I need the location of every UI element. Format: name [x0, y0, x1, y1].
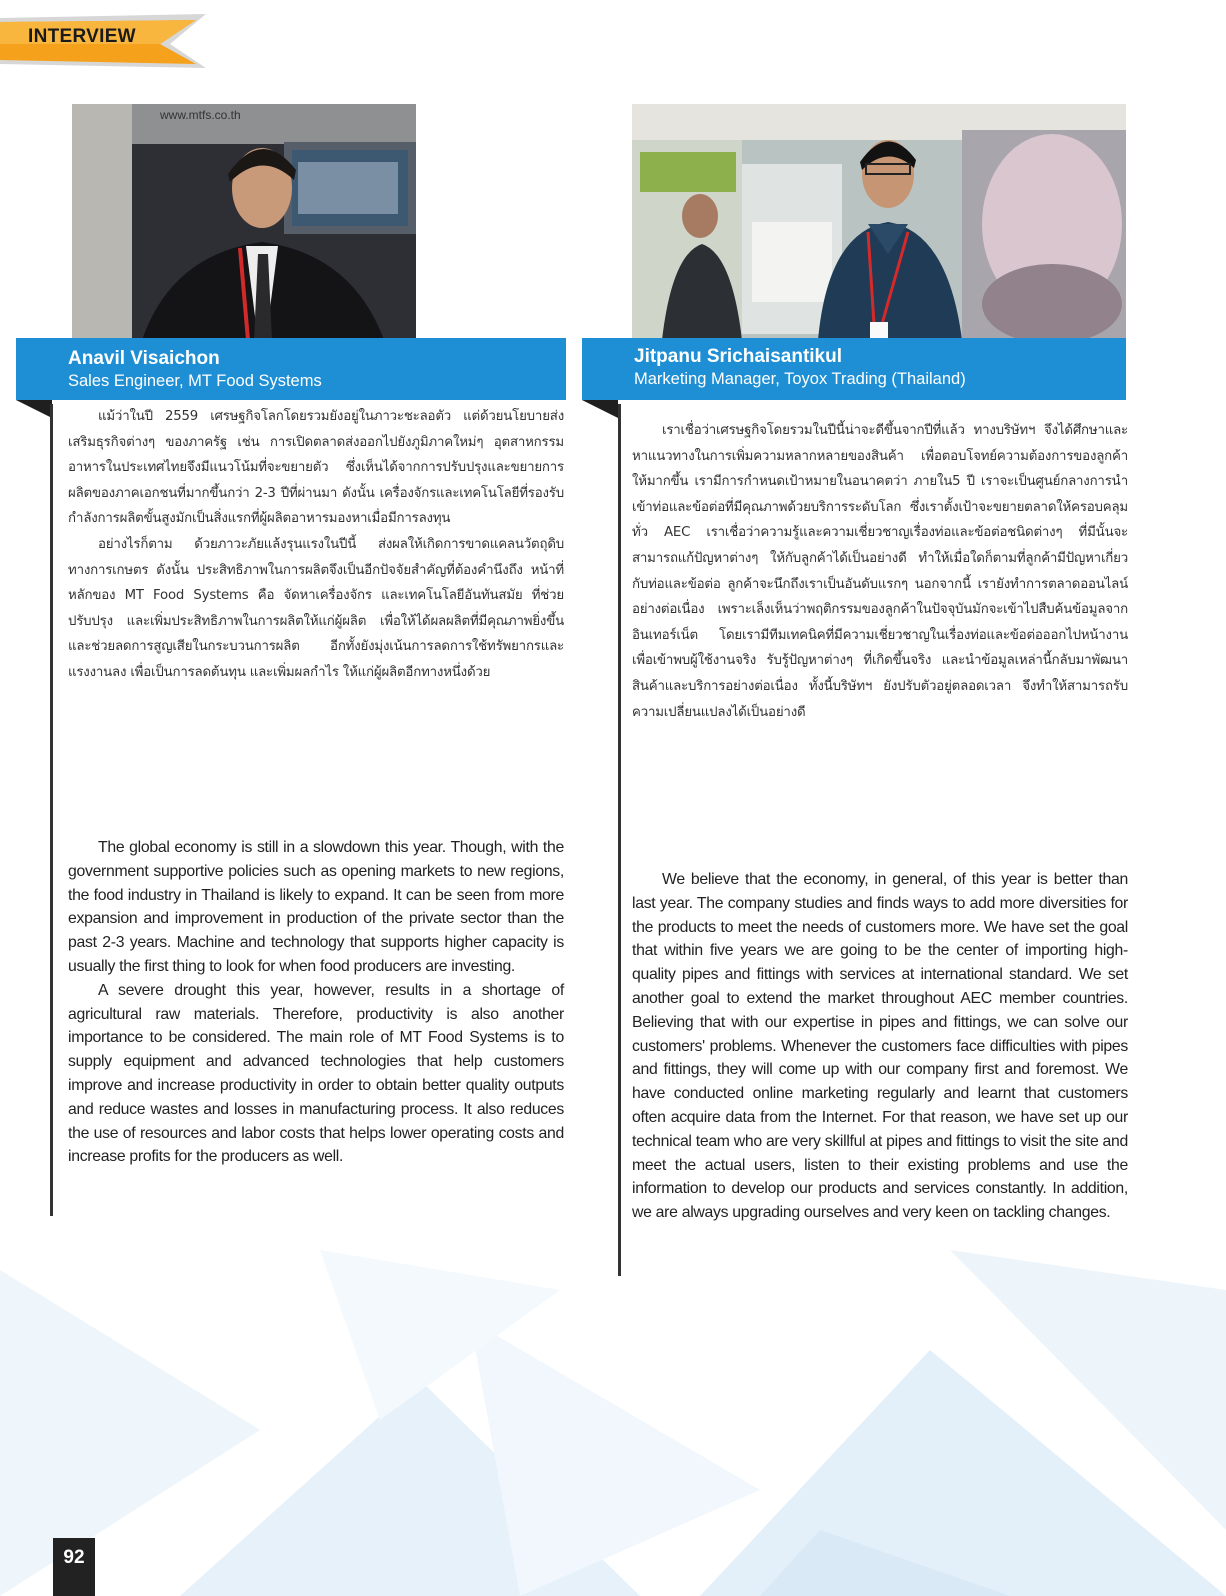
photo-sign: www.mtfs.co.th [160, 108, 241, 122]
background-pattern [0, 1230, 1226, 1596]
english-text-jitpanu [620, 868, 1128, 1225]
interviewee-name: Anavil Visaichon [68, 348, 220, 369]
english-paragraph: We believe that the economy, in general, of this year is better than last year. The company studies and finds ways to add more diversities for the products to meet the needs of customers more. We have set the goal that within five years we are going to be the center of importing high-quality pipes and fittings with services at international standard. We set another goal to extend the market throughout AEC member countries. Believing that with our expertise in pipes and fittings, we can solve our customers' problems. Whenever the customers face difficulties with pipes and fittings, they will come up with our company first and foremost. We have conducted online marketing regularly and learnt that customers often acquire data from the Internet. For that reason, we have set up our technical team who are very skillful at pipes and fittings to visit the site and meet the actual users, listen to their existing problems and use the information to develop our products and services constantly. In addition, we are always upgrading ourselves and very keen on tackling changes. [632, 871, 1128, 1222]
english-paragraph: A severe drought this year, however, results in a shortage of agricultural raw materials. Therefore, productivity is also another importance to be considered. The main role of MT Food Systems is to supply equipment and advanced technologies that help customers improve and increase productivity in order to obtain better quality outputs and reduce wastes and losses in manufacturing process. It also reduces the use of resources and labor costs that helps lower operating costs and increase profits for the producers as well. [68, 981, 564, 1166]
person-portrait-icon [632, 104, 1126, 340]
thai-paragraph: อย่างไรก็ตาม ด้วยภาวะภัยแล้งรุนแรงในปีนี้ ส่งผลให้เกิดการขาดแคลนวัตถุดิบทางการเกษตร ดังนั้น ประสิทธิภาพในการผลิตจึงเป็นอีกปัจจัยสำคัญที่ต้องคำนึงถึง หน้าที่หลักของ MT Food Systems คือ จัดหาเครื่องจักร และเทคโนโลยีอันทันสมัย ที่ช่วยปรับปรุง และเพิ่มประสิทธิภาพในการผลิตให้แก่ผู้ผลิต เพื่อให้ได้ผลผลิตที่มีคุณภาพยิ่งขึ้น และช่วยลดการสูญเสียในกระบวนการผลิต อีกทั้งยังมุ่งเน้นการลดการใช้ทรัพยากรและแรงงานลง เพื่อเป็นการลดต้นทุน และเพิ่มผลกำไร ให้แก่ผู้ผลิตอีกทางหนึ่งด้วย [68, 536, 564, 680]
photo-jitpanu [632, 104, 1126, 340]
english-text-anavil [52, 836, 564, 1169]
fold-corner [582, 400, 618, 418]
name-bar-anavil [16, 338, 566, 400]
english-paragraph: The global economy is still in a slowdown this year. Though, with the government supportive policies such as opening markets to new regions, the food industry in Thailand is likely to expand. It can be seen from more expansion and improvement in production of the private sector than the past 2-3 years. Machine and technology that supports higher capacity is usually the first thing to look for when food producers are investing. [68, 839, 564, 975]
thai-text-jitpanu [620, 418, 1128, 725]
name-bar-jitpanu [582, 338, 1126, 400]
interviewee-name: Jitpanu Srichaisantikul [634, 346, 842, 367]
thai-text-anavil [52, 404, 564, 800]
thai-paragraph: เราเชื่อว่าเศรษฐกิจโดยรวมในปีนี้น่าจะดีขึ้นจากปีที่แล้ว ทางบริษัทฯ จึงได้ศึกษาและหาแนวทางในการเพิ่มความหลากหลายของสินค้า เพื่อตอบโจทย์ความต้องการของลูกค้าให้มากขึ้น เรามีการกำหนดเป้าหมายในอนาคตว่า ภายใน5 ปี เราจะเป็นศูนย์กลางการนำเข้าท่อและข้อต่อที่มีคุณภาพด้วยบริการระดับโลก ซึ่งเราตั้งเป้าจะขยายตลาดให้ครอบคลุมทั่ว AEC เราเชื่อว่าความรู้และความเชี่ยวชาญเรื่องท่อและข้อต่อชนิดต่างๆ ที่มีนั้นจะสามารถแก้ปัญหาต่างๆ ให้กับลูกค้าได้เป็นอย่างดี ทำให้เมื่อใดก็ตามที่ลูกค้ามีปัญหาเกี่ยวกับท่อและข้อต่อ ลูกค้าจะนึกถึงเราเป็นอันดับแรกๆ นอกจากนี้ เรายังทำการตลาดออนไลน์อย่างต่อเนื่อง เพราะเล็งเห็นว่าพฤติกรรมของลูกค้าในปัจจุบันมักจะเข้าไปสืบค้นข้อมูลจากอินเทอร์เน็ต โดยเรามีทีมเทคนิคที่มีความเชี่ยวชาญในเรื่องท่อและข้อต่อออกไปหน้างาน เพื่อเข้าพบผู้ใช้งานจริง รับรู้ปัญหาต่างๆ ที่เกิดขึ้นจริง และนำข้อมูลเหล่านี้กลับมาพัฒนาสินค้าและบริการอย่างต่อเนื่อง ทั้งนี้บริษัทฯ ยังปรับตัวอยู่ตลอดเวลา จึงทำให้สามารถรับความเปลี่ยนแปลงได้เป็นอย่างดี [632, 423, 1128, 720]
thai-paragraph: แม้ว่าในปี 2559 เศรษฐกิจโลกโดยรวมยังอยู่ในภาวะชะลอตัว แต่ด้วยนโยบายส่งเสริมธุรกิจต่างๆ ของภาครัฐ เช่น การเปิดตลาดส่งออกไปยังภูมิภาคใหม่ๆ อุตสาหกรรมอาหารในประเทศไทยจึงมีแนวโน้มที่จะขยายตัว ซึ่งเห็นได้จากการปรับปรุงและขยายการผลิตของภาคเอกชนที่มากขึ้นกว่า 2-3 ปีที่ผ่านมา ดังนั้น เครื่องจักรและเทคโนโลยีที่รองรับกำลังการผลิตขั้นสูงมักเป็นสิ่งแรกที่ผู้ผลิตอาหารมองหาเมื่อมีการลงทุน [68, 409, 564, 527]
person-portrait-icon [72, 104, 416, 340]
fold-corner [16, 400, 52, 418]
interviewee-role: Marketing Manager, Toyox Trading (Thailand) [634, 370, 966, 388]
page-number: 92 [53, 1538, 95, 1596]
interviewee-role: Sales Engineer, MT Food Systems [68, 372, 322, 390]
section-label: INTERVIEW [28, 26, 136, 47]
photo-anavil [72, 104, 416, 340]
